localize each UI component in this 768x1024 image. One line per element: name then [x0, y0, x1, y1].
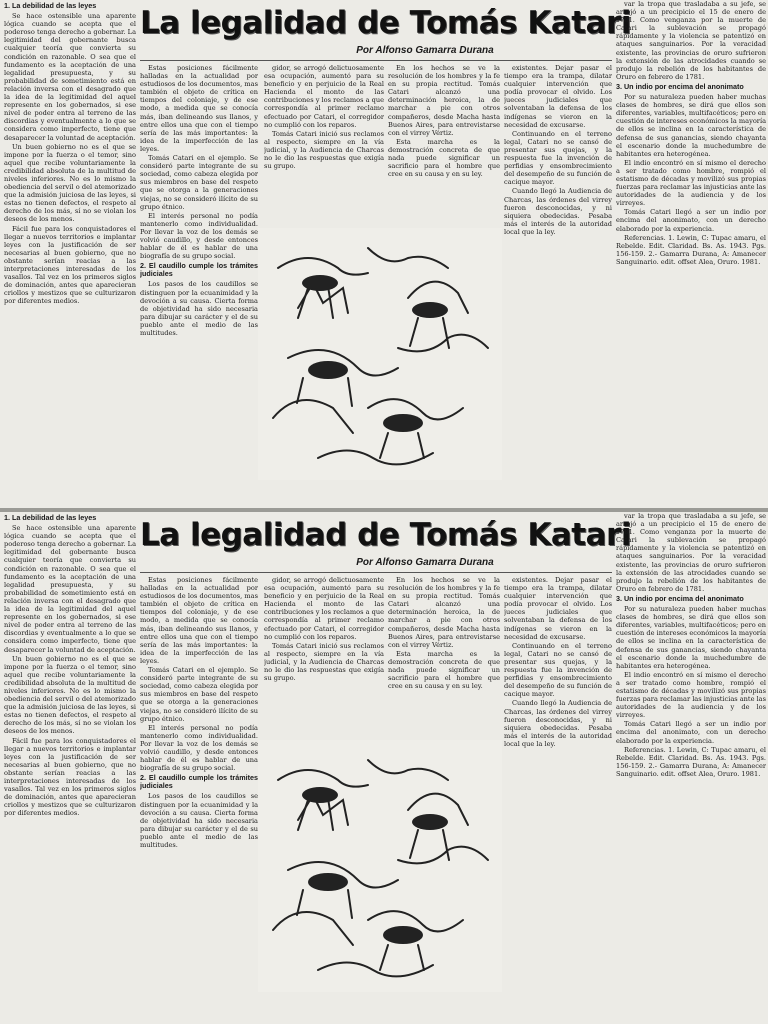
references: Referencias. 1. Lewin, C: Tupac amaru, el Rebelde. Edit. Claridad. Bs. As. 1943. Pgs. 156-159. 2.- Gamarra Durana, A: Amanecer Sanguinario. edit. offset Alea, Oruro. 1981. — [616, 745, 766, 778]
paragraph: Por su naturaleza pueden haber muchas clases de hombres, se dirá que ellos son diferentes, variables, multifacéticos; pero en cuestión de intereses económicos la mayoría de ellos se inclina en la característica de defensa de sus ganancias, siendo chayanta el escenario donde la muchedumbre de habitantes era heterogénea. — [616, 605, 766, 670]
paragraph: Continuando en el terreno legal, Catari no se cansó de presentar sus quejas, y la respuesta fue la invención de perfidias y ensombrecimiento del desempeño de su función de cacique mayor. — [504, 641, 612, 699]
paragraph: Un buen gobierno no es el que se impone por la fuerza o el temor, sino aquel que recibe voluntariamente la credibilidad absoluta de la multitud de niveles inferiores. No es lo mismo la obediencia del servil o del atemorizado que la admisión juiciosa de las leyes, si estas no tienen defectos, el respeto al derecho de los más, sí no se violan los deseos de los menos. — [4, 142, 136, 224]
horses-illustration — [258, 740, 502, 992]
section-heading: 3. Un indio por encima del anonimato — [616, 593, 744, 603]
section-heading: 1. La debilidad de las leyes — [4, 1, 97, 10]
article-headline: La legalidad de Tomás Katari — [140, 517, 631, 553]
paragraph: Estas posiciones fácilmente halladas en la actualidad por estudiosos de los documentos, mas también el objeto de crítica en tiempos del coloniaje, y de ese modo, a medida que se conocía más, iban delineando sus llanos, y entre ellos una que con el tiempo sería de las más importantes: la idea de la imperfección de las leyes. — [140, 576, 258, 665]
section-heading: 1. La debilidad de las leyes — [4, 513, 97, 522]
column-2 — [140, 64, 258, 508]
paragraph: El interés personal no podía mantenerlo como individualidad. Por llevar la voz de los demás se volvió caudillo, y desde entonces hablar de él es hablar de una biografía de su grupo social. — [140, 723, 258, 773]
paragraph: Los pasos de los caudillos se distinguen por la ecuanimidad y la devoción a su causa. Cierta forma de objetividad ha sido necesaria para dibujar su carácter y el de su pueblo ante el medio de las multitudes. — [140, 792, 258, 849]
paragraph: Los pasos de los caudillos se distinguen por la ecuanimidad y la devoción a su causa. Cierta forma de objetividad ha sido necesaria para dibujar su carácter y el de su pueblo ante el medio de las multitudes. — [140, 280, 258, 337]
column-5 — [504, 64, 612, 508]
paragraph: Se hace ostensible una aparente lógica cuando se acepta que el poderoso tenga derecho a gobernar. La legitimidad del gobernante busca cualquier teoría que convierta su condición en razonable. O sea que el fundamento es la aceptación de una legalidad presupuesta, y su probabilidad de sometimiento está en relación inversa con el desagrado que la idea de la legitimidad del aquel represente en los gobernados, si ese nivel de poder entra al terreno de las discordias y eventualmente a lo que se considera como imperfecto, tiene que desaparecer la voluntad de aceptación. — [4, 524, 136, 654]
page-copy-bottom — [0, 512, 768, 1024]
paragraph: Tomás Catari llegó a ser un indio por encima del anonimato, con un derecho elaborado por la experiencia. — [616, 720, 766, 745]
paragraph: El interés personal no podía mantenerlo como individualidad. Por llevar la voz de los demás se volvió caudillo, y desde entonces hablar de él es hablar de una biografía de su grupo social. — [140, 211, 258, 261]
paragraph: existentes. Dejar pasar el tiempo era la trampa, dilatar cualquier intervención que podía provocar el olvido. Los jueces judiciales que solventaban la defensa de los indígenas se vieron en la necesidad de excusarse. — [504, 64, 612, 129]
paragraph: existentes. Dejar pasar el tiempo era la trampa, dilatar cualquier intervención que podía provocar el olvido. Los jueces judiciales que solventaban la defensa de los indígenas se vieron en la necesidad de excusarse. — [504, 576, 612, 641]
header-rule — [140, 60, 612, 61]
paragraph: Cuando llegó la Audiencia de Charcas, las órdenes del virrey fueron desconocidas, y ni siquiera obedecidas. Pesaba más el interés de la autoridad local que la ley. — [504, 699, 612, 748]
column-6 — [616, 512, 766, 1024]
paragraph: gidor, se arrogó delictuosamente esa ocupación, aumentó para su beneficio y en perjuicio de la Real Hacienda el monto de las contribuciones y los reclamos a que correspondía al primer reclamo efectuado por Catari, el corregidor no cumplió con los reparos. — [264, 576, 384, 641]
paragraph: Por su naturaleza pueden haber muchas clases de hombres, se dirá que ellos son diferentes, variables, multifacéticos; pero en cuestión de intereses económicos la mayoría de ellos se inclina en la característica de defensa de sus ganancias, siendo chayanta el escenario donde la muchedumbre de habitantes era heterogénea. — [616, 93, 766, 158]
column-5 — [504, 576, 612, 1024]
paragraph: Esta marcha es la demostración concreta de que nada puede significar un sacrificio para el hombre que cree en su causa y en su ley. — [388, 137, 500, 179]
paragraph: Tomás Catari en el ejemplo. Se consideró parte integrante de su sociedad, como cabeza elegida por sus miembros en base del respeto que se otorga a la generaciones viejas, no se consideró ilícito de su grupo étnico. — [140, 666, 258, 723]
paragraph: Se hace ostensible una aparente lógica cuando se acepta que el poderoso tenga derecho a gobernar. La legitimidad del gobernante busca cualquier teoría que convierta su condición en razonable. O sea que el fundamento es la aceptación de una legalidad presupuesta, y su probabilidad de sometimiento está en relación inversa con el desagrado que la idea de la legitimidad del aquel represente en los gobernados, si ese nivel de poder entra al terreno de las discordias y eventualmente a lo que se considera como imperfecto, tiene que desaparecer la voluntad de aceptación. — [4, 12, 136, 142]
paragraph: var la tropa que trasladaba a su jefe, se arrojó a un precipicio el 15 de enero de 1781. Como venganza por la muerte de Catari la sublevación se propagó rápidamente y la violencia se patentizó en ataques sanguinarios. Por la veracidad existente, las provincias de oruro sufrieron la extensión de las atrocidades cuando se produjo la rebelión de los habitantes de Oruro en febrero de 1781. — [616, 0, 766, 81]
paragraph: Un buen gobierno no es el que se impone por la fuerza o el temor, sino aquel que recibe voluntariamente la credibilidad absoluta de la multitud de niveles inferiores. No es lo mismo la obediencia del servil o del atemorizado que la admisión juiciosa de las leyes, si estas no tienen defectos, el respeto al derecho de los más, sí no se violan los deseos de los menos. — [4, 654, 136, 736]
paragraph: En los hechos se ve la resolución de los hombres y la fe en su propia rectitud. Tomás Catari alcanzó una determinación heroica, la de marchar a pie con otros compañeros, desde Macha hasta Buenos Aires, para entrevistarse con el virrey Vértiz. — [388, 64, 500, 137]
paragraph: Tomás Catari llegó a ser un indio por encima del anonimato, con un derecho elaborado por la experiencia. — [616, 208, 766, 233]
references: Referencias. 1. Lewin, C: Tupac amaru, el Rebelde. Edit. Claridad. Bs. As. 1943. Pgs. 156-159. 2.- Gamarra Durana, A: Amanecer Sanguinario. edit. offset Alea, Oruro. 1981. — [616, 233, 766, 266]
column-1 — [4, 512, 136, 1024]
section-heading: 2. El caudillo cumple los trámites judiciales — [140, 261, 258, 279]
horses-drawing-icon — [258, 228, 502, 480]
article-byline: Por Alfonso Gamarra Durana — [356, 557, 494, 568]
paragraph: gidor, se arrogó delictuosamente esa ocupación, aumentó para su beneficio y en perjuicio de la Real Hacienda el monto de las contribuciones y los reclamos a que correspondía al primer reclamo efectuado por Catari, el corregidor no cumplió con los reparos. — [264, 64, 384, 129]
section-heading: 3. Un indio por encima del anonimato — [616, 81, 744, 91]
paragraph: Fácil fue para los conquistadores el llegar a nuevos territorios e implantar leyes con la justificación de ser necesarias al buen gobierno, que no obstante serían reacias a las interpretaciones interesadas de los vasallos. Tal vez en los primeros siglos de dominación, antes que aparecieran criollos y mestizos que se culturizaron por diferentes medios. — [4, 736, 136, 818]
paragraph: En los hechos se ve la resolución de los hombres y la fe en su propia rectitud. Tomás Catari alcanzó una determinación heroica, la de marchar a pie con otros compañeros, desde Macha hasta Buenos Aires, para entrevistarse con el virrey Vértiz. — [388, 576, 500, 649]
paragraph: Tomás Catari inició sus reclamos al respecto, siempre en la vía judicial, y la Audiencia de Charcas no le dio las respuestas que exigía su grupo. — [264, 641, 384, 683]
paragraph: El indio encontró en sí mismo el derecho a ser tratado como hombre, rompió el estatismo de décadas y movilizó sus propias fuerzas para reclamar las injusticias ante las autoridades de la audiencia y de los virreyes. — [616, 670, 766, 720]
paragraph: Cuando llegó la Audiencia de Charcas, las órdenes del virrey fueron desconocidas, y ni siquiera obedecidas. Pesaba más el interés de la autoridad local que la ley. — [504, 187, 612, 236]
column-1 — [4, 0, 136, 508]
paragraph: Tomás Catari inició sus reclamos al respecto, siempre en la vía judicial, y la Audiencia de Charcas no le dio las respuestas que exigía su grupo. — [264, 129, 384, 171]
column-6 — [616, 0, 766, 508]
paragraph: Estas posiciones fácilmente halladas en la actualidad por estudiosos de los documentos, mas también el objeto de crítica en tiempos del coloniaje, y de ese modo, a medida que se conocía más, iban delineando sus llanos, y entre ellos una que con el tiempo sería de las más importantes: la idea de la imperfección de las leyes. — [140, 64, 258, 153]
paragraph: Tomás Catari en el ejemplo. Se consideró parte integrante de su sociedad, como cabeza elegida por sus miembros en base del respeto que se otorga a la generaciones viejas, no se consideró ilícito de su grupo étnico. — [140, 154, 258, 211]
section-heading: 2. El caudillo cumple los trámites judiciales — [140, 773, 258, 791]
page-copy-top — [0, 0, 768, 508]
paragraph: Fácil fue para los conquistadores el llegar a nuevos territorios e implantar leyes con la justificación de ser necesarias al buen gobierno, que no obstante serían reacias a las interpretaciones interesadas de los vasallos. Tal vez en los primeros siglos de dominación, antes que aparecieran criollos y mestizos que se culturizaron por diferentes medios. — [4, 224, 136, 306]
article-byline: Por Alfonso Gamarra Durana — [356, 45, 494, 56]
paragraph: Continuando en el terreno legal, Catari no se cansó de presentar sus quejas, y la respuesta fue la invención de perfidias y ensombrecimiento del desempeño de su función de cacique mayor. — [504, 129, 612, 187]
article-headline: La legalidad de Tomás Katari — [140, 5, 631, 41]
column-2 — [140, 576, 258, 1024]
header-rule — [140, 572, 612, 573]
paragraph: var la tropa que trasladaba a su jefe, se arrojó a un precipicio el 15 de enero de 1781. Como venganza por la muerte de Catari la sublevación se propagó rápidamente y la violencia se patentizó en ataques sanguinarios. Por la veracidad existente, las provincias de oruro sufrieron la extensión de las atrocidades cuando se produjo la rebelión de los habitantes de Oruro en febrero de 1781. — [616, 512, 766, 593]
horses-illustration — [258, 228, 502, 480]
paragraph: Esta marcha es la demostración concreta de que nada puede significar un sacrificio para el hombre que cree en su causa y en su ley. — [388, 649, 500, 691]
horses-drawing-icon — [258, 740, 502, 992]
paragraph: El indio encontró en sí mismo el derecho a ser tratado como hombre, rompió el estatismo de décadas y movilizó sus propias fuerzas para reclamar las injusticias ante las autoridades de la audiencia y de los virreyes. — [616, 158, 766, 208]
